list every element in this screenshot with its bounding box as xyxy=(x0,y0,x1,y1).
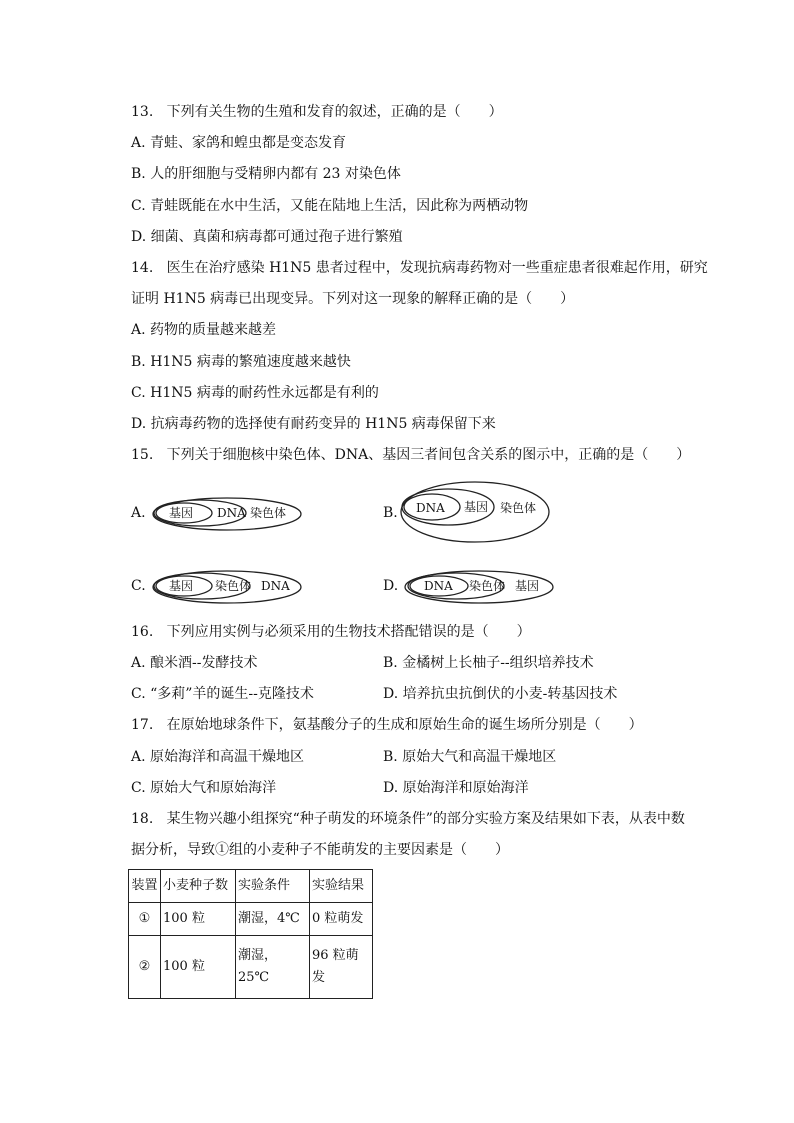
q15-option-a-diagram xyxy=(152,496,312,532)
cell-line: 96 粒萌 xyxy=(312,948,359,963)
inner-label: DNA xyxy=(416,501,445,515)
table-cell: ① xyxy=(129,903,161,936)
outer-label: 基因 xyxy=(515,579,540,593)
q14-option-d: D. 抗病毒药物的选择使有耐药变异的 H1N5 病毒保留下来 xyxy=(131,416,496,432)
table-cell: ② xyxy=(129,936,161,999)
inner-label: 基因 xyxy=(169,579,194,593)
header-cell: 装置 xyxy=(129,870,161,903)
middle-label: 染色体 xyxy=(469,579,506,593)
q15-option-d-letter: D. xyxy=(383,578,399,594)
q17-stem: 17. 在原始地球条件下，氨基酸分子的生成和原始生命的诞生场所分别是（ ） xyxy=(131,717,643,733)
outer-label: 染色体 xyxy=(500,501,537,515)
q18-stem-line1: 18. 某生物兴趣小组探究“种子萌发的环境条件”的部分实验方案及结果如下表，从表中数 xyxy=(131,811,685,827)
q15-option-a-letter: A. xyxy=(131,505,146,521)
header-cell: 实验结果 xyxy=(310,870,373,903)
q14-option-a: A. 药物的质量越来越差 xyxy=(131,322,277,338)
q13-option-d: D. 细菌、真菌和病毒都可通过孢子进行繁殖 xyxy=(131,229,403,245)
middle-label: DNA xyxy=(217,506,246,520)
middle-label: 染色体 xyxy=(215,579,252,593)
q15-stem: 15. 下列关于细胞核中染色体、DNA、基因三者间包含关系的图示中，正确的是（ ） xyxy=(131,447,691,463)
table-cell: 潮湿，4℃ xyxy=(236,903,310,936)
table-row xyxy=(129,936,373,999)
q16-stem: 16. 下列应用实例与必须采用的生物技术搭配错误的是（ ） xyxy=(131,624,531,640)
q13-option-b: B. 人的肝细胞与受精卵内都有 23 对染色体 xyxy=(131,166,401,182)
q14-stem-line2: 证明 H1N5 病毒已出现变异。下列对这一现象的解释正确的是（ ） xyxy=(131,291,575,307)
outer-label: 染色体 xyxy=(250,506,287,520)
q17-option-a: A. 原始海洋和高温干燥地区 xyxy=(131,749,305,765)
inner-label: 基因 xyxy=(169,506,194,520)
q13-stem: 13. 下列有关生物的生殖和发育的叙述，正确的是（ ） xyxy=(131,104,503,120)
middle-label: 基因 xyxy=(464,500,489,514)
q15-option-b-diagram xyxy=(400,480,560,544)
q14-stem-line1: 14. 医生在治疗感染 H1N5 患者过程中，发现抗病毒药物对一些重症患者很难起作用，研究 xyxy=(131,260,708,276)
header-cell: 小麦种子数 xyxy=(161,870,236,903)
q14-option-c: C. H1N5 病毒的耐药性永远都是有利的 xyxy=(131,385,379,401)
table-row xyxy=(129,903,373,936)
table-cell: 0 粒萌发 xyxy=(310,903,373,936)
q17-option-c: C. 原始大气和原始海洋 xyxy=(131,780,277,796)
q16-option-d: D. 培养抗虫抗倒伏的小麦-转基因技术 xyxy=(383,686,618,702)
q14-option-b: B. H1N5 病毒的繁殖速度越来越快 xyxy=(131,354,351,370)
q13-option-c: C. 青蛙既能在水中生活，又能在陆地上生活，因此称为两栖动物 xyxy=(131,198,529,214)
q13-option-a: A. 青蛙、家鸽和蝗虫都是变态发育 xyxy=(131,135,347,151)
header-cell: 实验条件 xyxy=(236,870,310,903)
table-cell: 100 粒 xyxy=(161,936,236,999)
q15-option-c-letter: C. xyxy=(131,578,146,594)
q15-option-b-letter: B. xyxy=(383,505,398,521)
q17-option-b: B. 原始大气和高温干燥地区 xyxy=(383,749,557,765)
q15-option-c-diagram xyxy=(152,569,312,605)
q18-stem-line2: 据分析，导致①组的小麦种子不能萌发的主要因素是（ ） xyxy=(131,842,509,858)
q16-option-a: A. 酿米酒--发酵技术 xyxy=(131,655,258,671)
table-cell xyxy=(310,936,373,999)
q17-option-d: D. 原始海洋和原始海洋 xyxy=(383,780,529,796)
q15-option-d-diagram xyxy=(404,569,564,605)
cell-line: 发 xyxy=(312,970,326,985)
table-cell: 100 粒 xyxy=(161,903,236,936)
experiment-table xyxy=(128,869,373,999)
table-cell: 潮湿，25℃ xyxy=(236,936,310,999)
q16-option-b: B. 金橘树上长柚子--组织培养技术 xyxy=(383,655,594,671)
table-header-row xyxy=(129,870,373,903)
inner-label: DNA xyxy=(424,579,453,593)
outer-label: DNA xyxy=(261,579,290,593)
q16-option-c: C. “多莉”羊的诞生--克隆技术 xyxy=(131,686,314,702)
